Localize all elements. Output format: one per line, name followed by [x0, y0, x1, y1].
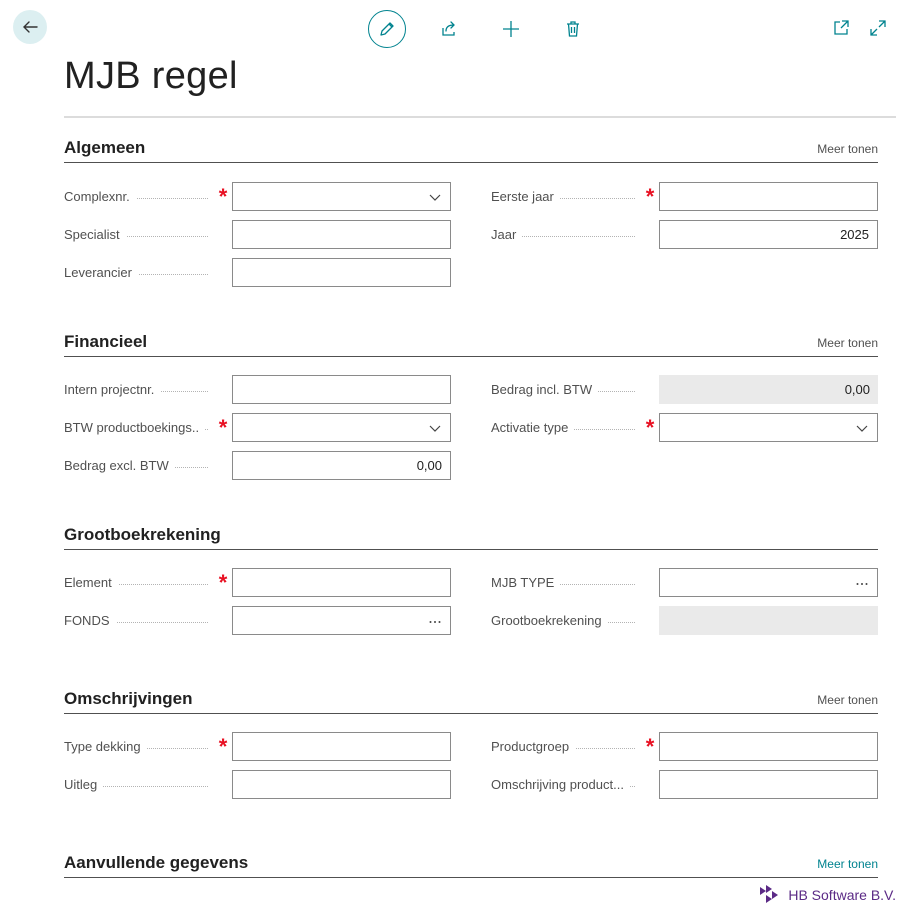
- section-algemeen: [64, 137, 878, 163]
- section-title-aanvullende-gegevens[interactable]: Aanvullende gegevens: [64, 853, 249, 872]
- field-row-btw-product: [64, 413, 451, 442]
- type-dekking-input[interactable]: [232, 732, 451, 761]
- field-label: Bedrag excl. BTW: [64, 451, 214, 480]
- delete-button[interactable]: [554, 10, 592, 48]
- specialist-input[interactable]: [232, 220, 451, 249]
- field-row-jaar: [491, 220, 878, 249]
- field-label: Type dekking: [64, 732, 214, 761]
- field-label: FONDS: [64, 606, 214, 635]
- field-row-mjb-type: [491, 568, 878, 597]
- section-title-algemeen[interactable]: Algemeen: [64, 138, 146, 157]
- more-link-omschrijvingen[interactable]: Meer tonen: [817, 693, 878, 707]
- field-row-productgroep: [491, 732, 878, 761]
- required-icon: *: [645, 415, 655, 440]
- element-input[interactable]: [232, 568, 451, 597]
- pencil-icon: [378, 20, 396, 38]
- field-label: Grootboekrekening: [491, 606, 641, 635]
- open-in-new-window-button[interactable]: [829, 16, 853, 40]
- jaar-input[interactable]: 2025: [659, 220, 878, 249]
- field-row-fonds: [64, 606, 451, 635]
- complexnr-dropdown[interactable]: [232, 182, 451, 211]
- field-label: Uitleg: [64, 770, 214, 799]
- intern-projectnr-input[interactable]: [232, 375, 451, 404]
- field-row-eerste-jaar: [491, 182, 878, 211]
- field-row-bedrag-excl: [64, 451, 451, 480]
- field-label: MJB TYPE: [491, 568, 641, 597]
- field-row-specialist: [64, 220, 451, 249]
- action-toolbar: [368, 10, 592, 48]
- section-title-financieel[interactable]: Financieel: [64, 332, 148, 351]
- field-label: Bedrag incl. BTW: [491, 375, 641, 404]
- field-row-activatie-type: [491, 413, 878, 442]
- required-icon: *: [218, 415, 228, 440]
- trash-icon: [564, 20, 582, 38]
- btw-product-dropdown[interactable]: [232, 413, 451, 442]
- field-label: Complexnr.: [64, 182, 214, 211]
- eerste-jaar-input[interactable]: [659, 182, 878, 211]
- fonds-lookup[interactable]: [232, 606, 451, 635]
- hb-logo-icon: [756, 883, 782, 907]
- productgroep-input[interactable]: [659, 732, 878, 761]
- brand-name: HB Software B.V.: [788, 887, 896, 903]
- section-grootboekrekening: [64, 524, 878, 550]
- field-label: Element: [64, 568, 214, 597]
- section-title-grootboekrekening[interactable]: Grootboekrekening: [64, 525, 221, 544]
- section-omschrijvingen: [64, 688, 878, 714]
- field-label: Productgroep: [491, 732, 641, 761]
- field-row-intern-projectnr: [64, 375, 451, 404]
- chevron-down-icon: [428, 421, 442, 435]
- field-label: Eerste jaar: [491, 182, 641, 211]
- edit-button[interactable]: [368, 10, 406, 48]
- required-icon: *: [645, 184, 655, 209]
- required-icon: *: [645, 734, 655, 759]
- field-row-element: [64, 568, 451, 597]
- chevron-down-icon: [428, 190, 442, 204]
- more-link-aanvullende-gegevens[interactable]: Meer tonen: [817, 857, 878, 871]
- field-row-bedrag-incl: [491, 375, 878, 404]
- field-label: Omschrijving product...: [491, 770, 641, 799]
- field-label: Activatie type: [491, 413, 641, 442]
- brand-logo: [756, 883, 896, 907]
- activatie-type-dropdown[interactable]: [659, 413, 878, 442]
- open-in-new-window-icon: [832, 19, 850, 37]
- more-link-financieel[interactable]: Meer tonen: [817, 336, 878, 350]
- required-icon: *: [218, 734, 228, 759]
- leverancier-input[interactable]: [232, 258, 451, 287]
- section-title-omschrijvingen[interactable]: Omschrijvingen: [64, 689, 193, 708]
- more-link-algemeen[interactable]: Meer tonen: [817, 142, 878, 156]
- field-label: Intern projectnr.: [64, 375, 214, 404]
- mjb-type-lookup[interactable]: [659, 568, 878, 597]
- bedrag-excl-input[interactable]: 0,00: [232, 451, 451, 480]
- field-label: Leverancier: [64, 258, 214, 287]
- required-icon: *: [218, 184, 228, 209]
- field-row-leverancier: [64, 258, 451, 287]
- plus-icon: [502, 20, 520, 38]
- field-label: BTW productboekings..: [64, 413, 214, 442]
- omschrijving-product-input[interactable]: [659, 770, 878, 799]
- new-button[interactable]: [492, 10, 530, 48]
- expand-button[interactable]: [866, 16, 890, 40]
- field-row-complexnr: [64, 182, 451, 211]
- field-label: Jaar: [491, 220, 641, 249]
- back-button[interactable]: [13, 10, 47, 44]
- field-row-type-dekking: [64, 732, 451, 761]
- section-financieel: [64, 331, 878, 357]
- uitleg-input[interactable]: [232, 770, 451, 799]
- arrow-left-icon: [21, 18, 39, 36]
- field-row-uitleg: [64, 770, 451, 799]
- title-divider: [64, 116, 896, 118]
- page-title: MJB regel: [64, 55, 238, 97]
- chevron-down-icon: [855, 421, 869, 435]
- share-button[interactable]: [430, 10, 468, 48]
- bedrag-incl-value: 0,00: [659, 375, 878, 404]
- grootboekrekening-value: [659, 606, 878, 635]
- field-label: Specialist: [64, 220, 214, 249]
- ellipsis-icon[interactable]: [855, 576, 869, 590]
- section-aanvullende-gegevens: [64, 852, 878, 878]
- field-row-omschrijving-product: [491, 770, 878, 799]
- field-row-grootboekrekening: [491, 606, 878, 635]
- required-icon: *: [218, 570, 228, 595]
- share-icon: [440, 20, 458, 38]
- expand-icon: [869, 19, 887, 37]
- ellipsis-icon[interactable]: [428, 614, 442, 628]
